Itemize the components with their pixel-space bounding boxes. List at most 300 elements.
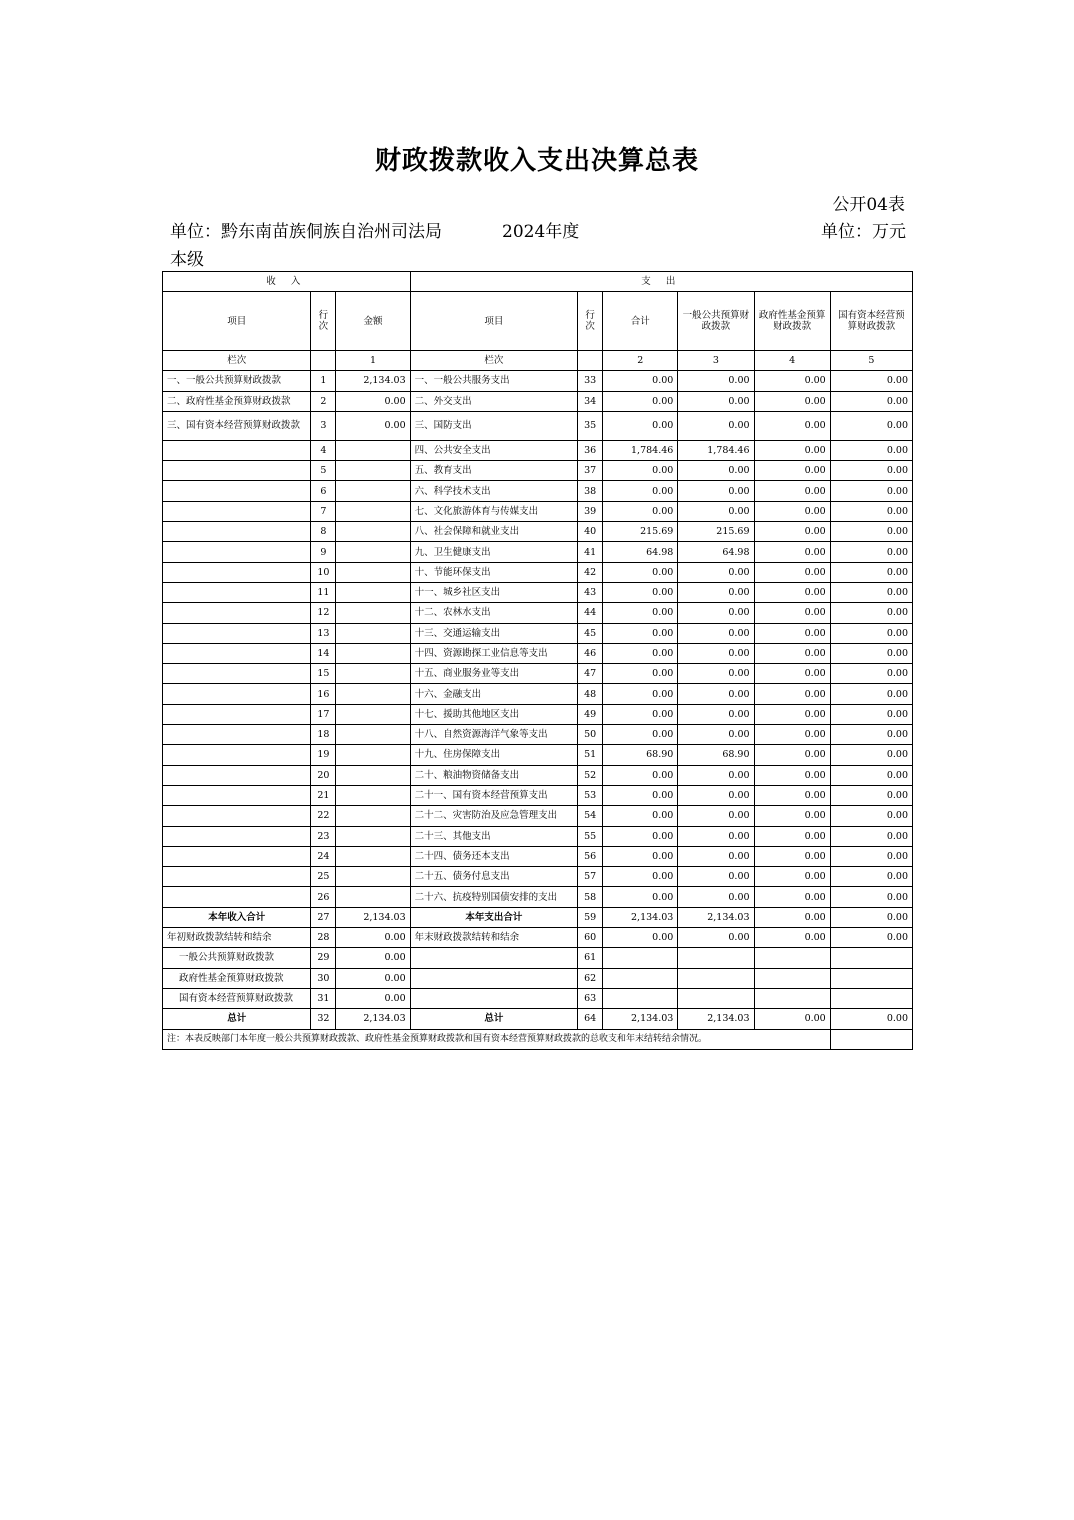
expense-total: 0.00 [603,806,678,826]
expense-total: 0.00 [603,887,678,907]
table-row [163,1009,913,1029]
income-amount [336,684,410,704]
income-item: 二、政府性基金预算财政拨款 [163,391,311,411]
expense-total: 0.00 [603,461,678,481]
expense-state-capital: 0.00 [830,765,912,785]
expense-fund-budget [754,948,830,968]
expense-total: 0.00 [603,867,678,887]
table-row [163,785,913,805]
expense-general-budget: 0.00 [678,501,754,521]
income-amount [336,745,410,765]
income-amount [336,725,410,745]
expense-state-capital: 0.00 [830,501,912,521]
empty-cell [830,1029,912,1049]
expense-item: 二十三、其他支出 [410,826,577,846]
income-item [163,542,311,562]
expense-fund-budget: 0.00 [754,411,830,440]
expense-total: 215.69 [603,522,678,542]
income-amount [336,765,410,785]
income-row-no: 29 [311,948,336,968]
income-row-no: 4 [311,440,336,460]
income-item [163,522,311,542]
expense-item: 二十五、债务付息支出 [410,867,577,887]
income-amount [336,704,410,724]
expense-state-capital [830,968,912,988]
expense-fund-budget: 0.00 [754,623,830,643]
expense-state-capital: 0.00 [830,603,912,623]
income-amount [336,501,410,521]
expense-total: 0.00 [603,603,678,623]
expense-general-budget: 0.00 [678,846,754,866]
table-row [163,704,913,724]
table-row [163,806,913,826]
expense-fund-budget: 0.00 [754,542,830,562]
column-number-row [163,351,913,371]
expense-total: 0.00 [603,785,678,805]
expense-item: 二十二、灾害防治及应急管理支出 [410,806,577,826]
expense-row-no: 48 [578,684,603,704]
expense-item: 七、文化旅游体育与传媒支出 [410,501,577,521]
income-amount [336,867,410,887]
table-row [163,643,913,663]
income-amount [336,664,410,684]
income-row-no: 25 [311,867,336,887]
expense-state-capital: 0.00 [830,461,912,481]
income-row-no: 30 [311,968,336,988]
column-header-row [163,292,913,351]
expense-general-budget: 1,784.46 [678,440,754,460]
expense-fund-budget: 0.00 [754,481,830,501]
income-item [163,664,311,684]
expense-general-budget: 0.00 [678,391,754,411]
expense-state-capital: 0.00 [830,481,912,501]
income-header: 收 入 [163,272,411,292]
income-item [163,806,311,826]
expense-state-capital: 0.00 [830,887,912,907]
expense-state-capital: 0.00 [830,411,912,440]
expense-total: 0.00 [603,391,678,411]
expense-general-budget: 0.00 [678,562,754,582]
income-row-no: 20 [311,765,336,785]
income-item [163,704,311,724]
expense-total: 0.00 [603,704,678,724]
form-code: 公开04表 [832,195,905,215]
table-row [163,603,913,623]
expense-general-budget: 0.00 [678,887,754,907]
expense-state-capital: 0.00 [830,623,912,643]
expense-fund-budget: 0.00 [754,745,830,765]
income-amount [336,440,410,460]
expense-fund-budget: 0.00 [754,826,830,846]
expense-item: 十六、金融支出 [410,684,577,704]
expense-general-budget: 2,134.03 [678,907,754,927]
income-row-no: 23 [311,826,336,846]
expense-item: 二十一、国有资本经营预算支出 [410,785,577,805]
expense-item: 九、卫生健康支出 [410,542,577,562]
note-row [163,1029,913,1049]
section-header-row [163,272,913,292]
expense-general-budget: 0.00 [678,411,754,440]
income-amount: 2,134.03 [336,371,410,391]
income-amount: 0.00 [336,948,410,968]
expense-row-no: 49 [578,704,603,724]
expense-header: 支 出 [410,272,912,292]
table-row [163,664,913,684]
income-item [163,440,311,460]
expense-item: 四、公共安全支出 [410,440,577,460]
expense-fund-budget: 0.00 [754,806,830,826]
expense-row-no: 35 [578,411,603,440]
expense-fund-budget: 0.00 [754,522,830,542]
expense-fund-budget: 0.00 [754,603,830,623]
expense-row-no: 42 [578,562,603,582]
expense-total: 0.00 [603,643,678,663]
expense-state-capital: 0.00 [830,785,912,805]
expense-general-budget: 215.69 [678,522,754,542]
expense-row-no: 59 [578,907,603,927]
income-row-no: 2 [311,391,336,411]
expense-fund-budget: 0.00 [754,371,830,391]
expense-state-capital: 0.00 [830,745,912,765]
table-row [163,501,913,521]
table-row [163,887,913,907]
table-row [163,725,913,745]
income-row-no: 18 [311,725,336,745]
general-budget-header: 一般公共预算财政拨款 [678,292,754,351]
income-row-no: 27 [311,907,336,927]
expense-row-no: 46 [578,643,603,663]
expense-item: 八、社会保障和就业支出 [410,522,577,542]
expense-item: 二、外交支出 [410,391,577,411]
income-row-no: 28 [311,928,336,948]
expense-fund-budget: 0.00 [754,643,830,663]
expense-total: 0.00 [603,684,678,704]
income-row-no: 9 [311,542,336,562]
expense-state-capital: 0.00 [830,867,912,887]
expense-total [603,968,678,988]
income-row-no: 24 [311,846,336,866]
expense-total: 0.00 [603,411,678,440]
expense-row-no: 51 [578,745,603,765]
expense-fund-budget [754,988,830,1008]
expense-total: 0.00 [603,501,678,521]
col-2-label: 2 [603,351,678,371]
expense-total: 64.98 [603,542,678,562]
income-amount [336,522,410,542]
table-row [163,948,913,968]
col-4-label: 4 [754,351,830,371]
income-row-no: 12 [311,603,336,623]
expense-row-no: 62 [578,968,603,988]
income-item [163,562,311,582]
money-unit: 单位：万元 [821,222,906,242]
table-row [163,411,913,440]
income-item: 三、国有资本经营预算财政拨款 [163,411,311,440]
expense-total: 0.00 [603,664,678,684]
income-row-no: 3 [311,411,336,440]
expense-general-budget: 0.00 [678,806,754,826]
income-item [163,481,311,501]
expense-general-budget: 0.00 [678,371,754,391]
income-amount [336,887,410,907]
income-item: 国有资本经营预算财政拨款 [163,988,311,1008]
income-row-no: 17 [311,704,336,724]
empty-cell [311,351,336,371]
expense-total: 0.00 [603,725,678,745]
income-row-no: 6 [311,481,336,501]
income-amount [336,481,410,501]
expense-total: 68.90 [603,745,678,765]
expense-general-budget: 0.00 [678,461,754,481]
expense-general-budget: 2,134.03 [678,1009,754,1029]
expense-row-no: 43 [578,582,603,602]
expense-state-capital: 0.00 [830,826,912,846]
income-amount [336,806,410,826]
expense-fund-budget: 0.00 [754,867,830,887]
expense-item: 十二、农林水支出 [410,603,577,623]
expense-row-no: 52 [578,765,603,785]
expense-row-no-header: 行次 [578,292,603,351]
income-row-no: 31 [311,988,336,1008]
expense-row-no: 61 [578,948,603,968]
footnote: 注：本表反映部门本年度一般公共预算财政拨款、政府性基金预算财政拨款和国有资本经营预算财政拨款的总收支和年末结转结余情况。 [163,1029,831,1049]
expense-item: 一、一般公共服务支出 [410,371,577,391]
income-amount [336,785,410,805]
income-row-no: 1 [311,371,336,391]
expense-general-budget [678,968,754,988]
expense-state-capital: 0.00 [830,440,912,460]
expense-item: 三、国防支出 [410,411,577,440]
table-row [163,988,913,1008]
expense-state-capital [830,988,912,1008]
income-amount [336,542,410,562]
expense-state-capital: 0.00 [830,562,912,582]
income-item [163,501,311,521]
income-item [163,887,311,907]
expense-general-budget: 0.00 [678,481,754,501]
col-3-label: 3 [678,351,754,371]
expense-row-no: 34 [578,391,603,411]
table-row [163,522,913,542]
expense-general-budget: 0.00 [678,704,754,724]
expense-state-capital: 0.00 [830,725,912,745]
table-row [163,582,913,602]
expense-fund-budget: 0.00 [754,704,830,724]
expense-row-no: 38 [578,481,603,501]
expense-fund-budget: 0.00 [754,887,830,907]
expense-item: 六、科学技术支出 [410,481,577,501]
income-amount [336,603,410,623]
table-row [163,461,913,481]
expense-fund-budget: 0.00 [754,461,830,481]
expense-item: 十五、商业服务业等支出 [410,664,577,684]
expense-item: 年末财政拨款结转和结余 [410,928,577,948]
income-item [163,826,311,846]
income-amount: 2,134.03 [336,907,410,927]
income-amount [336,643,410,663]
expense-fund-budget: 0.00 [754,562,830,582]
income-item [163,785,311,805]
table-row [163,371,913,391]
table-row [163,684,913,704]
col-1-label: 1 [336,351,410,371]
income-item [163,684,311,704]
table-row [163,562,913,582]
expense-row-no: 54 [578,806,603,826]
expense-item [410,968,577,988]
expense-total: 0.00 [603,765,678,785]
expense-total: 2,134.03 [603,907,678,927]
income-item [163,623,311,643]
expense-item: 十四、资源勘探工业信息等支出 [410,643,577,663]
col-5-label: 5 [830,351,912,371]
income-row-no: 19 [311,745,336,765]
expense-total: 0.00 [603,623,678,643]
expense-row-no: 56 [578,846,603,866]
fiscal-summary-table [162,271,913,1050]
income-item [163,461,311,481]
expense-state-capital: 0.00 [830,391,912,411]
expense-general-budget: 0.00 [678,928,754,948]
income-amount: 0.00 [336,968,410,988]
expense-total: 1,784.46 [603,440,678,460]
expense-state-capital: 0.00 [830,582,912,602]
expense-item: 十八、自然资源海洋气象等支出 [410,725,577,745]
income-item [163,745,311,765]
table-row [163,391,913,411]
expense-fund-budget: 0.00 [754,765,830,785]
expense-row-no: 40 [578,522,603,542]
income-item: 政府性基金预算财政拨款 [163,968,311,988]
expense-row-no: 58 [578,887,603,907]
expense-general-budget: 64.98 [678,542,754,562]
income-item [163,582,311,602]
income-item: 一、一般公共预算财政拨款 [163,371,311,391]
income-row-no: 22 [311,806,336,826]
empty-cell [578,351,603,371]
income-amount: 0.00 [336,411,410,440]
table-row [163,481,913,501]
expense-state-capital: 0.00 [830,664,912,684]
expense-fund-budget: 0.00 [754,907,830,927]
expense-item: 十一、城乡社区支出 [410,582,577,602]
expense-total: 0.00 [603,928,678,948]
page-title: 财政拨款收入支出决算总表 [374,146,699,176]
total-header: 合计 [603,292,678,351]
income-col-label: 栏次 [163,351,311,371]
table-row [163,846,913,866]
expense-fund-budget: 0.00 [754,928,830,948]
expense-general-budget: 0.00 [678,785,754,805]
expense-fund-budget: 0.00 [754,582,830,602]
table-row [163,867,913,887]
expense-state-capital: 0.00 [830,542,912,562]
expense-row-no: 39 [578,501,603,521]
income-row-no-header: 行次 [311,292,336,351]
expense-item: 本年支出合计 [410,907,577,927]
income-row-no: 10 [311,562,336,582]
expense-state-capital: 0.00 [830,928,912,948]
expense-total [603,948,678,968]
expense-row-no: 63 [578,988,603,1008]
expense-general-budget: 0.00 [678,603,754,623]
expense-general-budget: 0.00 [678,582,754,602]
income-row-no: 7 [311,501,336,521]
expense-row-no: 41 [578,542,603,562]
income-row-no: 14 [311,643,336,663]
income-amount [336,582,410,602]
expense-item: 十三、交通运输支出 [410,623,577,643]
expense-fund-budget: 0.00 [754,440,830,460]
table-row [163,907,913,927]
expense-general-budget: 0.00 [678,765,754,785]
expense-fund-budget [754,968,830,988]
income-amount [336,846,410,866]
income-amount [336,562,410,582]
expense-general-budget: 0.00 [678,623,754,643]
income-row-no: 13 [311,623,336,643]
income-amount: 0.00 [336,391,410,411]
expense-row-no: 50 [578,725,603,745]
expense-total [603,988,678,1008]
income-row-no: 15 [311,664,336,684]
expense-state-capital: 0.00 [830,684,912,704]
table-row [163,765,913,785]
expense-state-capital: 0.00 [830,704,912,724]
income-amount [336,461,410,481]
fund-budget-header: 政府性基金预算财政拨款 [754,292,830,351]
table-row [163,623,913,643]
expense-fund-budget: 0.00 [754,501,830,521]
expense-row-no: 47 [578,664,603,684]
expense-state-capital [830,948,912,968]
expense-item: 总计 [410,1009,577,1029]
expense-general-budget: 0.00 [678,725,754,745]
expense-item: 二十四、债务还本支出 [410,846,577,866]
income-row-no: 16 [311,684,336,704]
expense-state-capital: 0.00 [830,1009,912,1029]
income-item: 总计 [163,1009,311,1029]
expense-row-no: 44 [578,603,603,623]
expense-total: 0.00 [603,562,678,582]
expense-total: 0.00 [603,481,678,501]
income-item: 一般公共预算财政拨款 [163,948,311,968]
expense-total: 0.00 [603,582,678,602]
expense-fund-budget: 0.00 [754,664,830,684]
expense-total: 0.00 [603,826,678,846]
income-amount [336,623,410,643]
income-item-header: 项目 [163,292,311,351]
income-amount [336,826,410,846]
income-row-no: 8 [311,522,336,542]
income-row-no: 32 [311,1009,336,1029]
expense-row-no: 55 [578,826,603,846]
income-row-no: 21 [311,785,336,805]
expense-total: 0.00 [603,371,678,391]
income-item [163,765,311,785]
expense-row-no: 64 [578,1009,603,1029]
expense-fund-budget: 0.00 [754,684,830,704]
income-amount: 2,134.03 [336,1009,410,1029]
income-item [163,643,311,663]
income-item: 年初财政拨款结转和结余 [163,928,311,948]
expense-state-capital: 0.00 [830,806,912,826]
expense-general-budget: 0.00 [678,826,754,846]
expense-general-budget: 68.90 [678,745,754,765]
expense-row-no: 53 [578,785,603,805]
income-item: 本年收入合计 [163,907,311,927]
expense-general-budget: 0.00 [678,643,754,663]
